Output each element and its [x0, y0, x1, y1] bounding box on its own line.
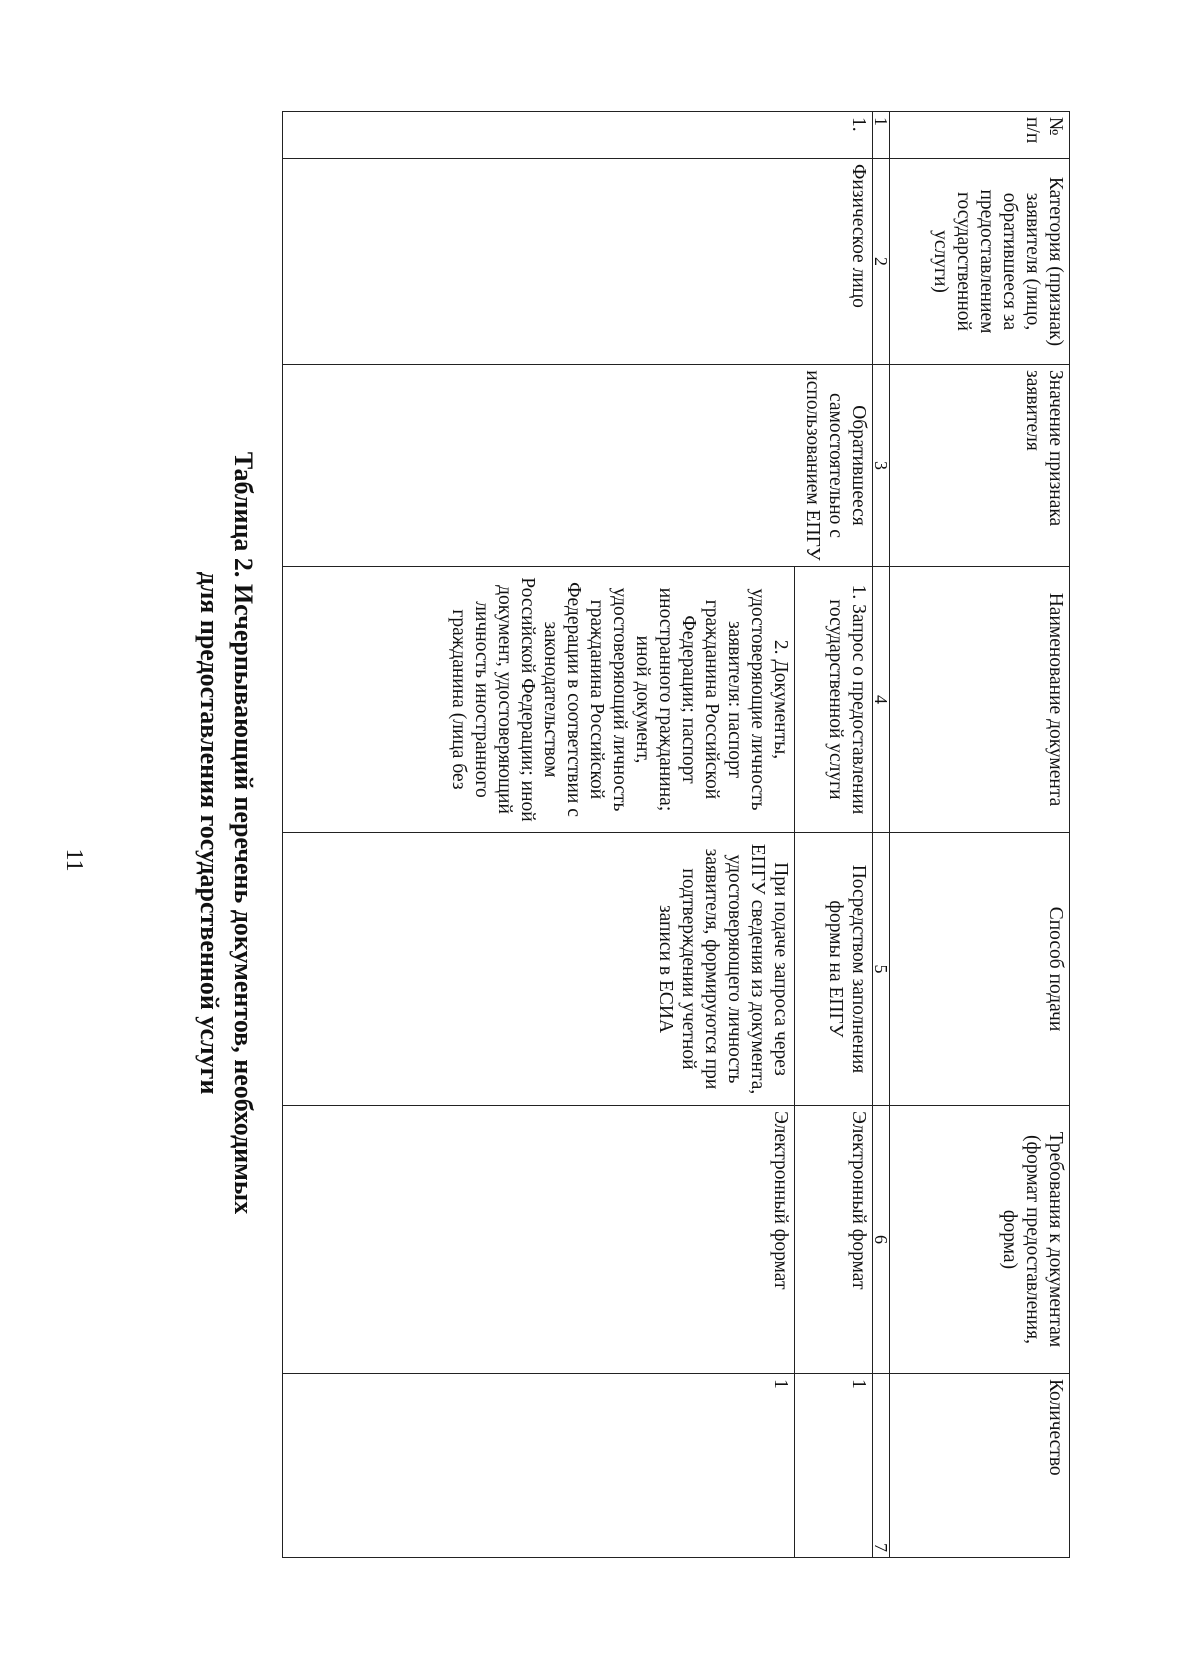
- document-name: 2. Документы, удостоверяющие личность заявителя: паспорт гражданина Российской Федерации; паспорт иностранного гражданина; иной документ, удостоверяющий личность гражданина Российской Федерации в соответствии с законодательством Российской Федерации; иной документ, удостоверяющий личность иностранного гражданина (лица без: [283, 566, 795, 832]
- header-value: Значение признака заявителя: [890, 364, 1070, 566]
- document-quantity: 1: [795, 1373, 873, 1557]
- landscape-page: [45, 35, 1155, 1631]
- table-row: [795, 111, 873, 1557]
- submission-method: При подаче запроса через ЕПГУ сведения из документа, удостоверяющего личность заявителя, формируются при подтверждении учетной записи в ЕСИА: [283, 832, 795, 1105]
- table-title-line-2: для предоставления государственной услуги: [195, 571, 224, 1094]
- header-category: Категория (признак) заявителя (лицо, обратившееся за предоставлением государственной услуги): [890, 158, 1070, 364]
- column-number: 5: [873, 832, 890, 1105]
- document-name-text: 1. Запрос о предоставлении государственной услуги: [825, 584, 869, 814]
- header-quantity: Количество: [890, 1373, 1070, 1557]
- column-number: 6: [873, 1105, 890, 1373]
- submission-method: Посредством заполнения формы на ЕПГУ: [795, 832, 873, 1105]
- table-header-row: [890, 111, 1070, 1557]
- column-number: 2: [873, 158, 890, 364]
- column-number: 1: [873, 111, 890, 158]
- column-number: 4: [873, 566, 890, 832]
- document-quantity: 1: [283, 1373, 795, 1557]
- document-name: [795, 566, 873, 832]
- document-format: Электронный формат: [283, 1105, 795, 1373]
- page-number: 11: [61, 848, 87, 872]
- header-method: Способ подачи: [890, 832, 1070, 1105]
- header-number: № п/п: [890, 111, 1070, 158]
- documents-table: [282, 111, 1070, 1558]
- applicant-category: Физическое лицо: [283, 158, 873, 364]
- table-title-line-1: Таблица 2. Исчерпывающий перечень документов, необходимых: [229, 451, 258, 1214]
- row-number: 1.: [283, 111, 873, 158]
- applicant-value: Обратившееся самостоятельно с использованием ЕПГУ: [283, 364, 873, 566]
- column-number-row: [873, 111, 890, 1557]
- column-number: 3: [873, 364, 890, 566]
- column-number: 7: [873, 1373, 890, 1557]
- header-requirements: Требования к документам (формат предоставления, форма): [890, 1105, 1070, 1373]
- document-format: Электронный формат: [795, 1105, 873, 1373]
- header-document-name: Наименование документа: [890, 566, 1070, 832]
